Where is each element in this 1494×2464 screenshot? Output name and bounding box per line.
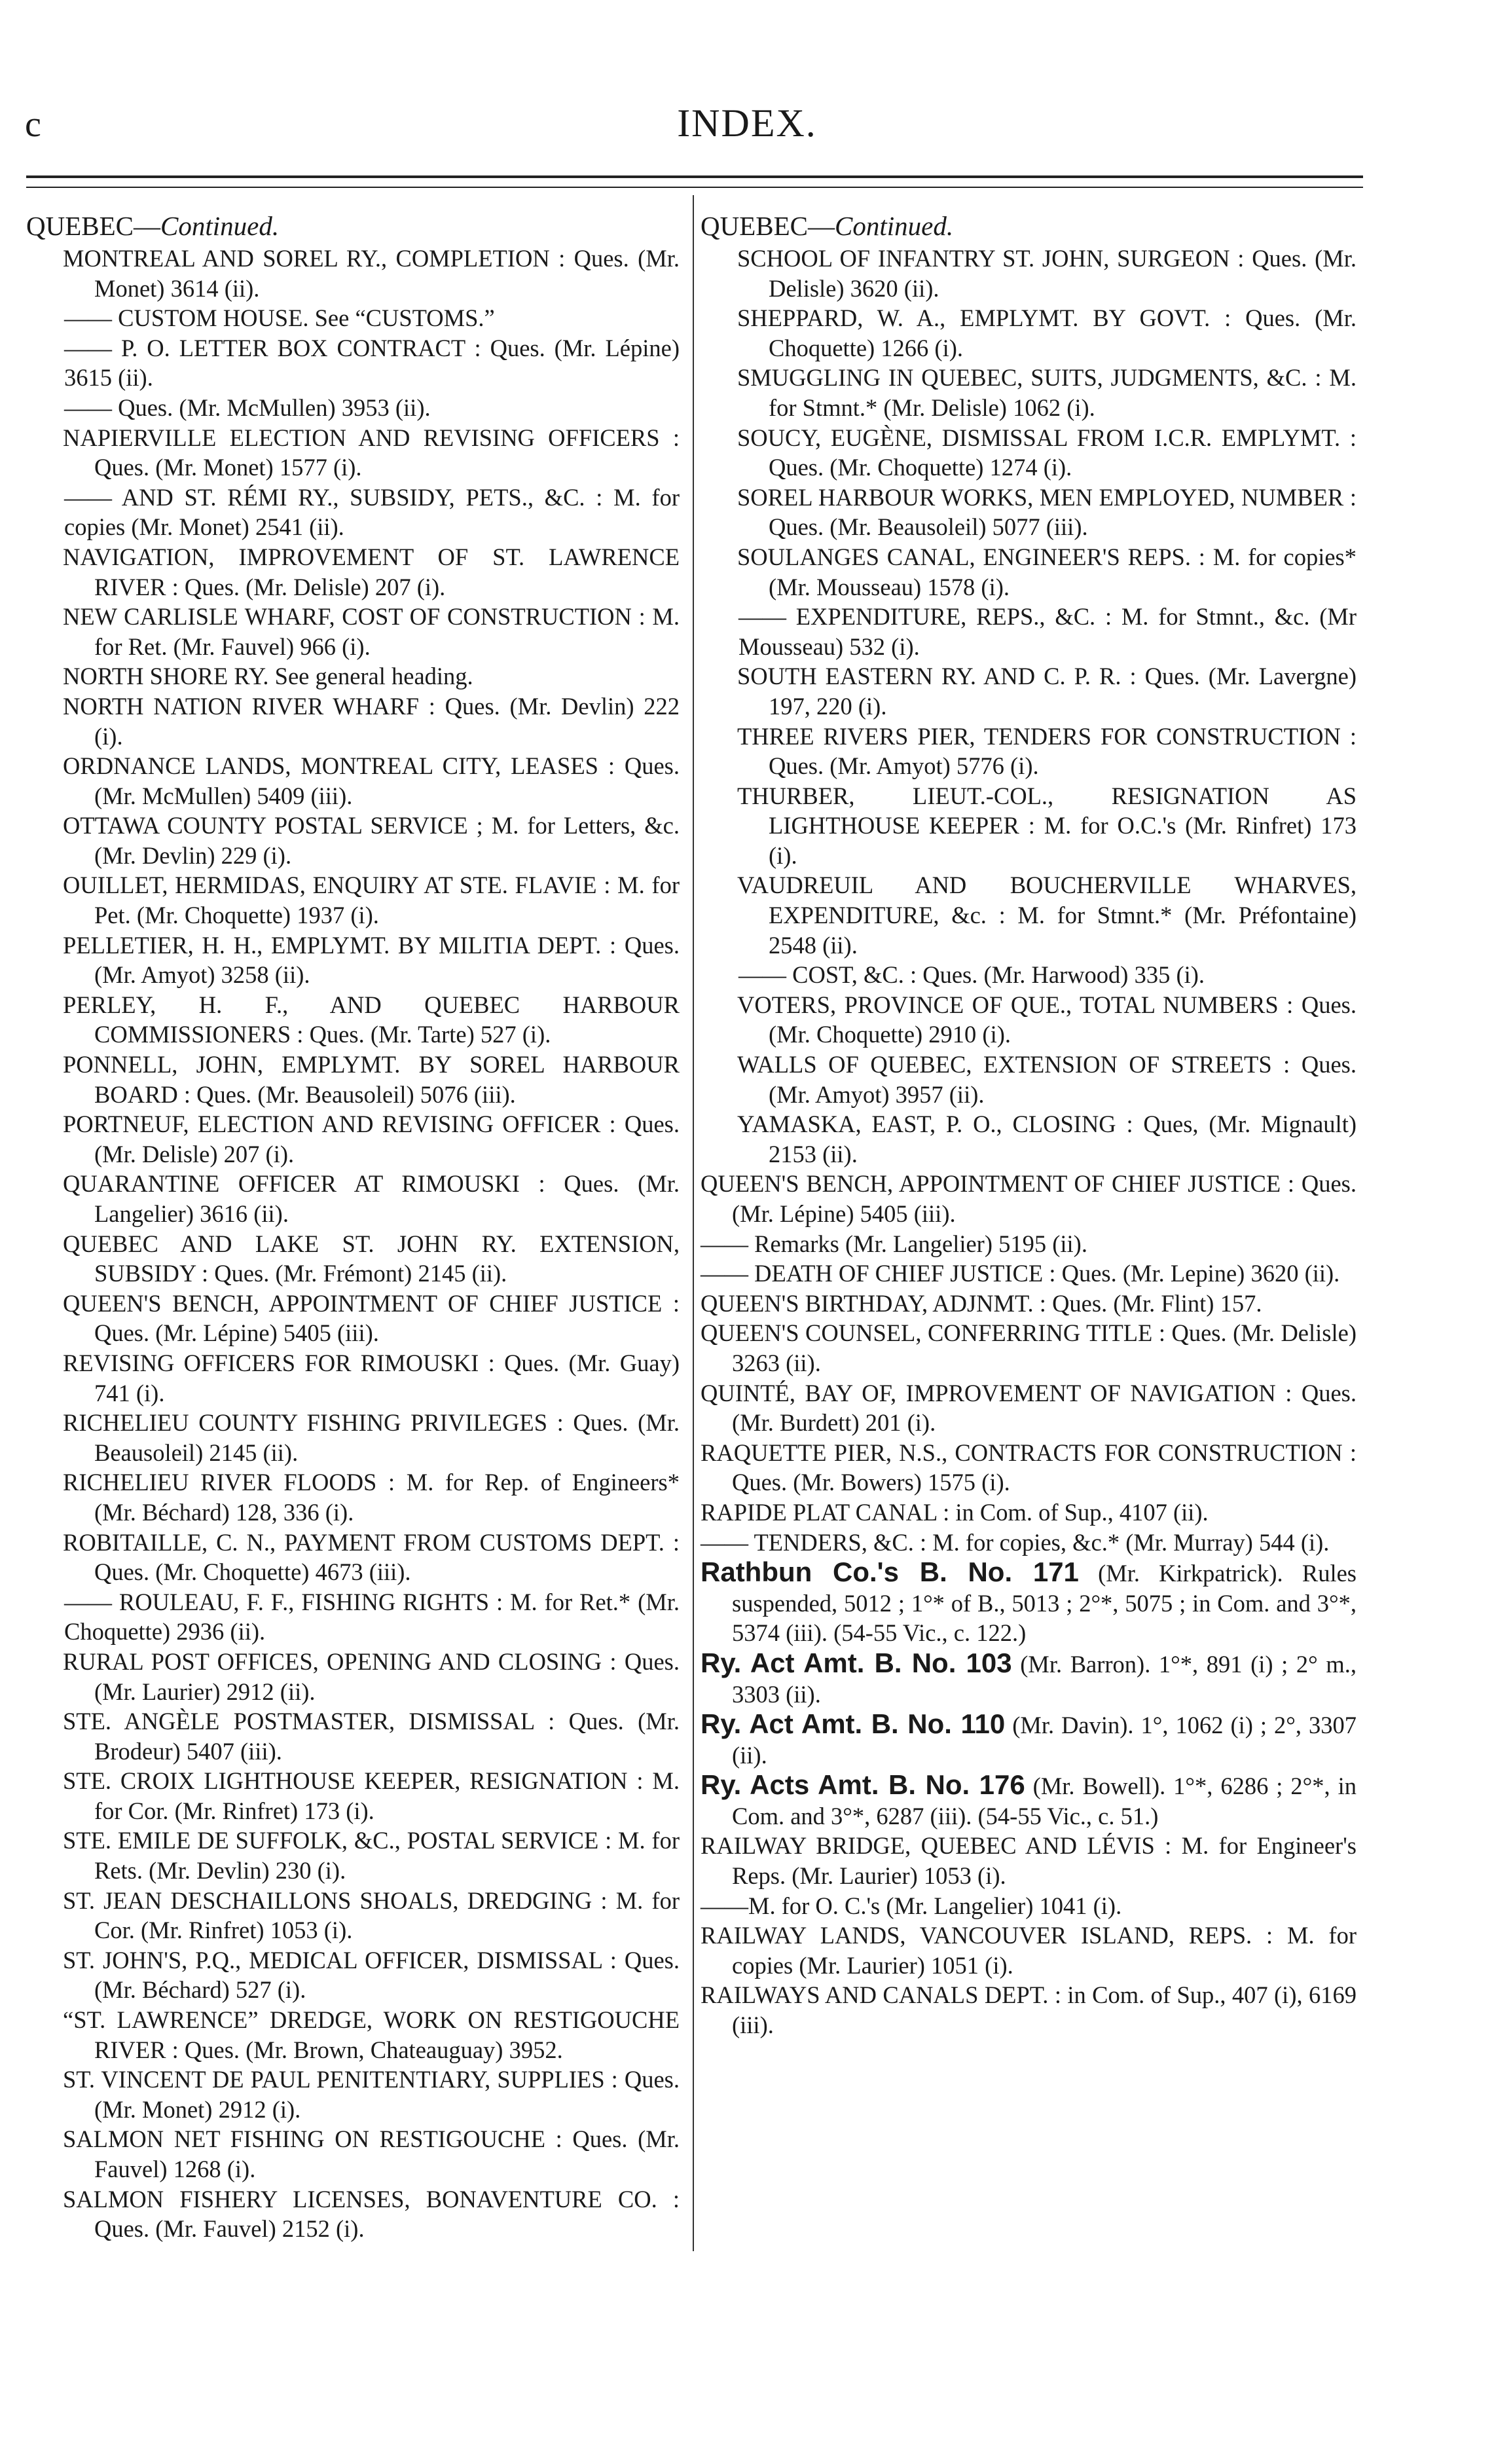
index-heading-entry: QUEEN'S BIRTHDAY, ADJNMT. : Ques. (Mr. Flint) 157. — [701, 1289, 1262, 1317]
index-entry: NORTH SHORE RY. See general heading. — [63, 663, 473, 690]
index-entry: PONNELL, JOHN, EMPLYMT. BY SOREL HARBOUR BOARD : Ques. (Mr. Beausoleil) 5076 (iii). — [63, 1051, 680, 1108]
bill-entry — [701, 1648, 1357, 1709]
index-entry: OTTAWA COUNTY POSTAL SERVICE ; M. for Letters, &c. (Mr. Devlin) 229 (i). — [63, 812, 680, 869]
index-heading-entry: QUINTÉ, BAY OF, IMPROVEMENT OF NAVIGATION : Ques. (Mr. Burdett) 201 (i). — [701, 1379, 1357, 1437]
index-entry: STE. CROIX LIGHTHOUSE KEEPER, RESIGNATION : M. for Cor. (Mr. Rinfret) 173 (i). — [63, 1767, 680, 1824]
index-entry: RICHELIEU COUNTY FISHING PRIVILEGES : Ques. (Mr. Beausoleil) 2145 (ii). — [63, 1409, 680, 1466]
index-entry: SMUGGLING IN QUEBEC, SUITS, JUDGMENTS, &C. : M. for Stmnt.* (Mr. Delisle) 1062 (i). — [737, 364, 1357, 421]
left-column-heading: QUEBEC—Continued. — [26, 211, 280, 241]
index-heading-entry: RAILWAY LANDS, VANCOUVER ISLAND, REPS. : M. for copies (Mr. Laurier) 1051 (i). — [701, 1922, 1357, 1979]
index-entry: SCHOOL OF INFANTRY ST. JOHN, SURGEON : Ques. (Mr. Delisle) 3620 (ii). — [737, 245, 1357, 302]
index-entry: PORTNEUF, ELECTION AND REVISING OFFICER : Ques. (Mr. Delisle) 207 (i). — [63, 1111, 680, 1168]
bill-details: (Mr. Barron). 1°*, 891 (i) ; 2° m., 3303 (ii). — [732, 1650, 1357, 1708]
index-entry: THURBER, LIEUT.-COL., RESIGNATION AS LIGHTHOUSE KEEPER : M. for O.C.'s (Mr. Rinfret) 173 (i). — [737, 782, 1357, 869]
right-bottom-entry-list — [701, 1831, 1357, 2040]
index-heading-entry: RAQUETTE PIER, N.S., CONTRACTS FOR CONSTRUCTION : Ques. (Mr. Bowers) 1575 (i). — [701, 1439, 1357, 1496]
index-entry: REVISING OFFICERS FOR RIMOUSKI : Ques. (Mr. Guay) 741 (i). — [63, 1349, 680, 1407]
index-entry-subentry: —— AND ST. RÉMI RY., SUBSIDY, PETS., &C. : M. for copies (Mr. Monet) 2541 (ii). — [64, 483, 680, 541]
index-entry-subentry: —— COST, &C. : Ques. (Mr. Harwood) 335 (i). — [738, 961, 1205, 989]
index-entry: NORTH NATION RIVER WHARF : Ques. (Mr. Devlin) 222 (i). — [63, 692, 680, 750]
index-entry: YAMASKA, EAST, P. O., CLOSING : Ques, (Mr. Mignault) 2153 (ii). — [737, 1111, 1357, 1168]
index-entry: QUEEN'S BENCH, APPOINTMENT OF CHIEF JUSTICE : Ques. (Mr. Lépine) 5405 (iii). — [63, 1289, 680, 1347]
index-entry: RICHELIEU RIVER FLOODS : M. for Rep. of Engineers* (Mr. Béchard) 128, 336 (i). — [63, 1469, 680, 1526]
index-heading-entry: RAPIDE PLAT CANAL : in Com. of Sup., 4107 (ii). — [701, 1498, 1209, 1526]
page-number: c — [25, 104, 41, 145]
index-entry: NAPIERVILLE ELECTION AND REVISING OFFICERS : Ques. (Mr. Monet) 1577 (i). — [63, 424, 680, 481]
index-entry: PELLETIER, H. H., EMPLYMT. BY MILITIA DEPT. : Ques. (Mr. Amyot) 3258 (ii). — [63, 931, 680, 989]
right-column-heading: QUEBEC—Continued. — [701, 211, 954, 241]
index-entry: SALMON FISHERY LICENSES, BONAVENTURE CO. : Ques. (Mr. Fauvel) 2152 (i). — [63, 2185, 680, 2243]
bill-entry-list — [701, 1557, 1357, 1831]
index-heading-entry: RAILWAY BRIDGE, QUEBEC AND LÉVIS : M. for Engineer's Reps. (Mr. Laurier) 1053 (i). — [701, 1832, 1357, 1890]
bill-entry — [701, 1557, 1357, 1648]
bill-entry — [701, 1709, 1357, 1770]
index-entry: STE. ANGÈLE POSTMASTER, DISMISSAL : Ques. (Mr. Brodeur) 5407 (iii). — [63, 1708, 680, 1765]
bill-details: (Mr. Davin). 1°, 1062 (i) ; 2°, 3307 (ii). — [732, 1712, 1357, 1769]
index-entry-subentry: —— CUSTOM HOUSE. See “CUSTOMS.” — [64, 304, 495, 332]
index-entry: ST. VINCENT DE PAUL PENITENTIARY, SUPPLIES : Ques. (Mr. Monet) 2912 (i). — [63, 2066, 680, 2123]
index-entry: VOTERS, PROVINCE OF QUE., TOTAL NUMBERS : Ques. (Mr. Choquette) 2910 (i). — [737, 991, 1357, 1048]
index-entry: WALLS OF QUEBEC, EXTENSION OF STREETS : Ques. (Mr. Amyot) 3957 (ii). — [737, 1051, 1357, 1108]
index-entry: MONTREAL AND SOREL RY., COMPLETION : Ques. (Mr. Monet) 3614 (ii). — [63, 245, 680, 302]
index-entry: ST. JEAN DESCHAILLONS SHOALS, DREDGING : M. for Cor. (Mr. Rinfret) 1053 (i). — [63, 1886, 680, 1944]
index-entry: ST. JOHN'S, P.Q., MEDICAL OFFICER, DISMISSAL : Ques. (Mr. Béchard) 527 (i). — [63, 1946, 680, 2004]
right-column — [701, 211, 1357, 2040]
index-entry: SHEPPARD, W. A., EMPLYMT. BY GOVT. : Ques. (Mr. Choquette) 1266 (i). — [737, 304, 1357, 361]
index-entry: QUEBEC AND LAKE ST. JOHN RY. EXTENSION, SUBSIDY : Ques. (Mr. Frémont) 2145 (ii). — [63, 1230, 680, 1287]
index-entry: SALMON NET FISHING ON RESTIGOUCHE : Ques. (Mr. Fauvel) 1268 (i). — [63, 2125, 680, 2182]
index-heading-entry-subentry: —— Remarks (Mr. Langelier) 5195 (ii). — [701, 1230, 1087, 1257]
index-entry-subentry: —— ROULEAU, F. F., FISHING RIGHTS : M. for Ret.* (Mr. Choquette) 2936 (ii). — [64, 1588, 680, 1646]
index-entry: RURAL POST OFFICES, OPENING AND CLOSING : Ques. (Mr. Laurier) 2912 (ii). — [63, 1647, 680, 1705]
index-entry: SOUCY, EUGÈNE, DISMISSAL FROM I.C.R. EMPLYMT. : Ques. (Mr. Choquette) 1274 (i). — [737, 424, 1357, 481]
left-entry-list — [26, 244, 680, 2244]
index-entry: STE. EMILE DE SUFFOLK, &C., POSTAL SERVICE : M. for Rets. (Mr. Devlin) 230 (i). — [63, 1827, 680, 1885]
index-entry: PERLEY, H. F., AND QUEBEC HARBOUR COMMISSIONERS : Ques. (Mr. Tarte) 527 (i). — [63, 991, 680, 1048]
index-entry: OUILLET, HERMIDAS, ENQUIRY AT STE. FLAVIE : M. for Pet. (Mr. Choquette) 1937 (i). — [63, 872, 680, 929]
index-entry: SOUTH EASTERN RY. AND C. P. R. : Ques. (Mr. Lavergne) 197, 220 (i). — [737, 663, 1357, 720]
index-entry: QUARANTINE OFFICER AT RIMOUSKI : Ques. (Mr. Langelier) 3616 (ii). — [63, 1170, 680, 1227]
index-entry: “ST. LAWRENCE” DREDGE, WORK ON RESTIGOUCHE RIVER : Ques. (Mr. Brown, Chateauguay) 3952. — [63, 2006, 680, 2063]
index-entry-subentry: —— EXPENDITURE, REPS., &C. : M. for Stmnt., &c. (Mr Mousseau) 532 (i). — [738, 603, 1357, 660]
bill-title: Rathbun Co.'s B. No. 171 — [701, 1556, 1079, 1588]
page-title: INDEX. — [677, 101, 817, 145]
bill-title: Ry. Act Amt. B. No. 110 — [701, 1708, 1006, 1740]
right-top-entry-list — [701, 1169, 1357, 1557]
index-entry: NAVIGATION, IMPROVEMENT OF ST. LAWRENCE RIVER : Ques. (Mr. Delisle) 207 (i). — [63, 543, 680, 600]
header-rule-thin — [26, 187, 1363, 188]
right-entry-list — [701, 244, 1357, 1169]
index-heading-entry-subentry: —— TENDERS, &C. : M. for copies, &c.* (Mr. Murray) 544 (i). — [701, 1528, 1330, 1556]
index-heading-entry: QUEEN'S BENCH, APPOINTMENT OF CHIEF JUSTICE : Ques. (Mr. Lépine) 5405 (iii). — [701, 1170, 1357, 1227]
index-heading-entry: RAILWAYS AND CANALS DEPT. : in Com. of Sup., 407 (i), 6169 (iii). — [701, 1981, 1357, 2039]
index-heading-entry-subentry: —— DEATH OF CHIEF JUSTICE : Ques. (Mr. Lepine) 3620 (ii). — [701, 1260, 1340, 1287]
index-entry: SOREL HARBOUR WORKS, MEN EMPLOYED, NUMBER : Ques. (Mr. Beausoleil) 5077 (iii). — [737, 483, 1357, 541]
index-entry-subentry: —— Ques. (Mr. McMullen) 3953 (ii). — [64, 394, 431, 421]
index-heading-entry-subentry: ——M. for O. C.'s (Mr. Langelier) 1041 (i). — [701, 1892, 1122, 1919]
bill-title: Ry. Acts Amt. B. No. 176 — [701, 1769, 1025, 1801]
index-entry: ROBITAILLE, C. N., PAYMENT FROM CUSTOMS DEPT. : Ques. (Mr. Choquette) 4673 (iii). — [63, 1528, 680, 1586]
index-entry: THREE RIVERS PIER, TENDERS FOR CONSTRUCTION : Ques. (Mr. Amyot) 5776 (i). — [737, 722, 1357, 780]
bill-entry — [701, 1770, 1357, 1831]
bill-details: (Mr. Bowell). 1°*, 6286 ; 2°*, in Com. and 3°*, 6287 (iii). (54-55 Vic., c. 51.) — [732, 1773, 1357, 1830]
bill-title: Ry. Act Amt. B. No. 103 — [701, 1647, 1012, 1678]
index-entry: SOULANGES CANAL, ENGINEER'S REPS. : M. for copies* (Mr. Mousseau) 1578 (i). — [737, 543, 1357, 600]
index-entry: VAUDREUIL AND BOUCHERVILLE WHARVES, EXPENDITURE, &c. : M. for Stmnt.* (Mr. Préfontaine) 2548 (ii). — [737, 872, 1357, 959]
bill-details: (Mr. Kirkpatrick). Rules suspended, 5012 ; 1°* of B., 5013 ; 2°*, 5075 ; in Com. and 3°*, 5374 (iii). (54-55 Vic., c. 122.) — [732, 1560, 1357, 1647]
index-heading-entry: QUEEN'S COUNSEL, CONFERRING TITLE : Ques. (Mr. Delisle) 3263 (ii). — [701, 1319, 1357, 1376]
left-column — [26, 211, 680, 2244]
index-entry-subentry: —— P. O. LETTER BOX CONTRACT : Ques. (Mr. Lépine) 3615 (ii). — [64, 334, 680, 392]
index-entry: ORDNANCE LANDS, MONTREAL CITY, LEASES : Ques. (Mr. McMullen) 5409 (iii). — [63, 752, 680, 809]
header-rule-thick — [26, 175, 1363, 178]
index-entry: NEW CARLISLE WHARF, COST OF CONSTRUCTION : M. for Ret. (Mr. Fauvel) 966 (i). — [63, 603, 680, 660]
column-divider — [693, 195, 694, 2251]
